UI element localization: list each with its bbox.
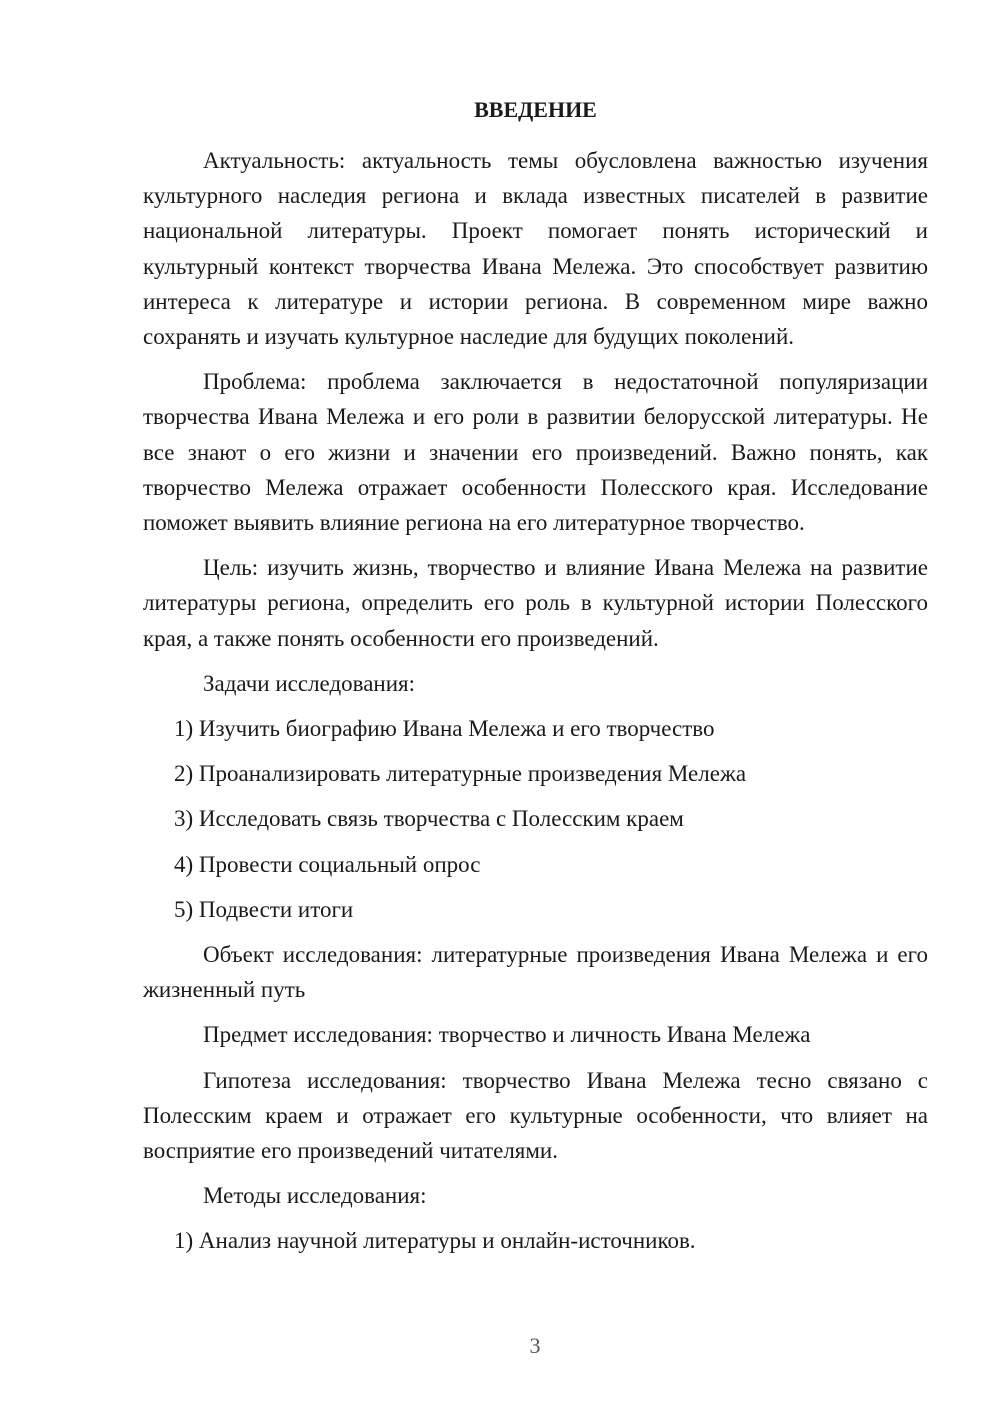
page-number: 3 [529,1333,541,1358]
task-item: 5) Подвести итоги [174,896,354,922]
method-item: 1) Анализ научной литературы и онлайн-источников. [174,1228,696,1254]
document-page [143,94,928,1259]
relevance-paragraph: Актуальность: актуальность темы обусловлена важностью изучения культурного наследия региона и вклада известных писателей в развитие национальной литературы. Проект помогает понять исторический и культурный контекст творчества Ивана Мележа. Это способствует развитию интереса к литературе и истории региона. В современном мире важно сохранять и изучать культурное наследие для будущих поколений. [143,148,928,350]
object-paragraph: Объект исследования: литературные произведения Ивана Мележа и его жизненный путь [143,942,928,1003]
task-item: 2) Проанализировать литературные произведения Мележа [174,761,747,787]
section-heading: ВВЕДЕНИЕ [474,97,597,122]
methods-label: Методы исследования: [203,1183,427,1209]
problem-paragraph: Проблема: проблема заключается в недостаточной популяризации творчества Ивана Мележа и его роли в развитии белорусской литературы. Не все знают о его жизни и значении его произведений. Важно понять, как творчество Мележа отражает особенности Полесского края. Исследование поможет выявить влияние региона на его литературное творчество. [143,369,928,536]
goal-paragraph: Цель: изучить жизнь, творчество и влияние Ивана Мележа на развитие литературы региона, определить его роль в культурной истории Полесского края, а также понять особенности его произведений. [143,555,928,651]
task-item: 1) Изучить биографию Ивана Мележа и его творчество [174,716,715,742]
hypothesis-paragraph: Гипотеза исследования: творчество Ивана Мележа тесно связано с Полесским краем и отражает его культурные особенности, что влияет на восприятие его произведений читателями. [143,1067,928,1164]
task-item: 4) Провести социальный опрос [174,851,481,877]
tasks-label: Задачи исследования: [203,670,416,696]
subject-paragraph: Предмет исследования: творчество и личность Ивана Мележа [203,1022,811,1048]
task-item: 3) Исследовать связь творчества с Полесским краем [174,806,684,832]
